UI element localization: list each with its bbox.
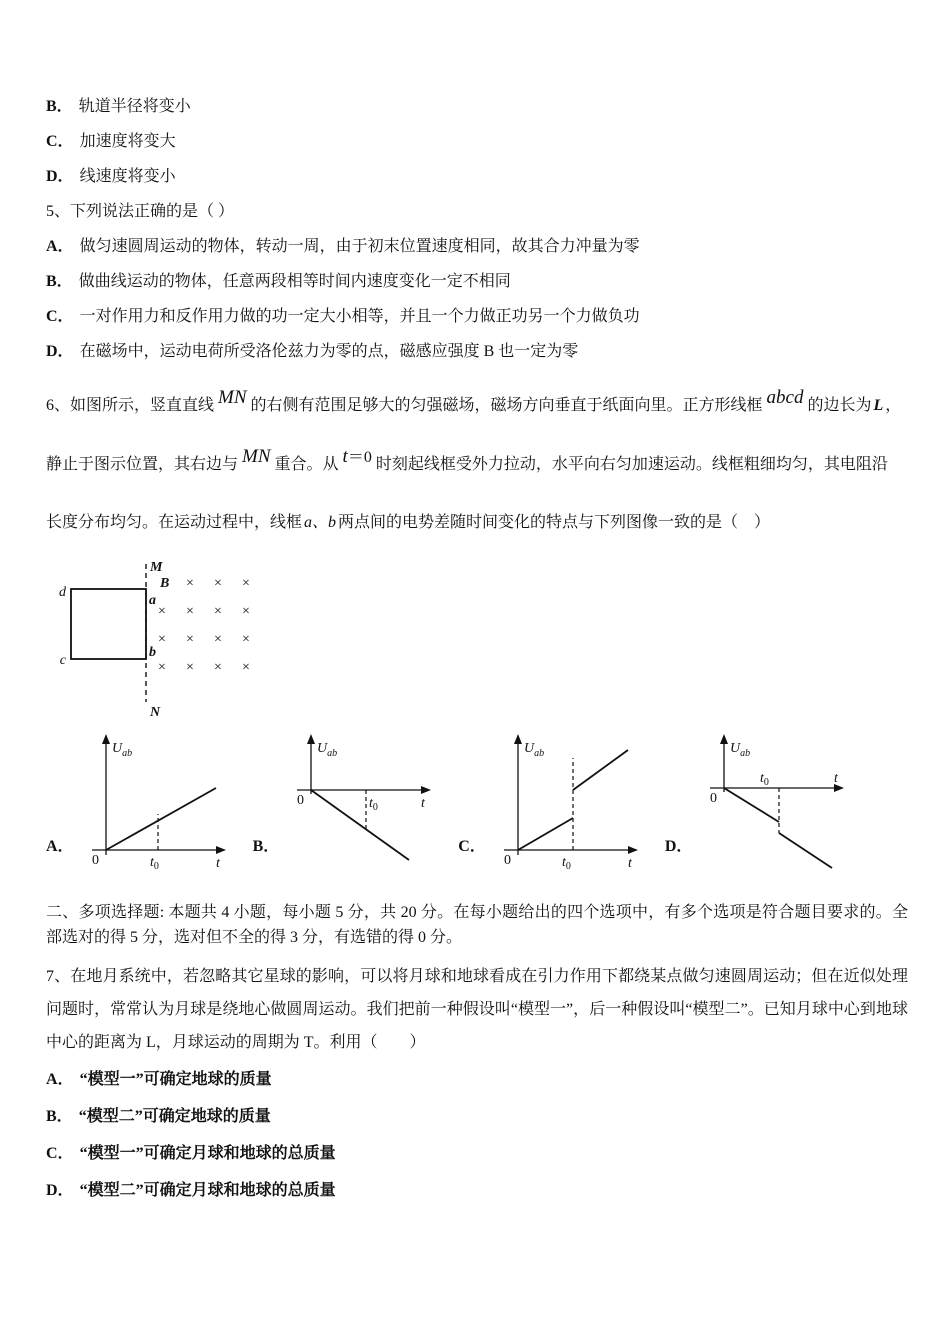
x-axis-label: t [215,856,220,871]
label-c: c [59,653,66,668]
origin-label: 0 [91,853,99,868]
cross-icon: × [214,576,222,591]
loop-field-diagram [46,554,326,719]
option-text: “模型二”可确定地球的质量 [78,1108,271,1125]
stem-text: 的边长为 [807,397,872,414]
uab-curve-seg1 [518,818,573,850]
q5-option-c [46,306,908,328]
option-text: 在磁场中，运动电荷所受洛伦兹力为零的点，磁感应强度 B 也一定为零 [79,343,579,360]
uab-curve [106,788,216,850]
q7-option-b [46,1106,908,1128]
y-axis-label: $U_{ab}$ [111,741,132,759]
option-text: 轨道半径将变小 [78,98,191,115]
q6-line3 [46,494,908,552]
stem-text: 长度分布均匀。在运动过程中，线框 [46,514,303,531]
option-text: 做匀速圆周运动的物体，转动一周，由于初末位置速度相同，故其合力冲量为零 [79,238,640,255]
graph-c-svg [488,730,653,890]
label-B: B [160,576,170,591]
cross-icon: × [158,632,166,647]
stem-text: ， [885,397,902,414]
t0-label: $t_0$ [760,771,770,788]
y-axis-label: $U_{ab}$ [730,741,751,759]
option-label: D． [46,168,74,185]
axis-arrow-up [307,734,315,744]
label-d: d [59,585,66,600]
cross-icon: × [242,576,250,591]
option-label: C． [46,1145,74,1162]
cross-icon: × [242,604,250,619]
stem-text: 6、如图所示，竖直直线 [46,397,215,414]
axis-arrow-up [102,734,110,744]
t0-label: $t_0$ [369,796,379,813]
q6-stem [46,376,908,552]
q6-line1 [46,376,908,435]
q4-option-b [46,96,908,118]
graph-letter: A． [46,838,74,855]
option-text: 做曲线运动的物体，任意两段相等时间内速度变化一定不相同 [78,273,511,290]
option-label: A． [46,238,74,255]
option-label: D． [46,1182,74,1199]
square-loop [71,589,146,659]
label-b: b [149,645,156,660]
option-text: 线速度将变小 [79,168,176,185]
q7-option-a [46,1069,908,1091]
cross-icon: × [158,604,166,619]
q7-option-d [46,1180,908,1202]
q5-option-a [46,236,908,258]
cross-icon: × [214,660,222,675]
y-axis-label: $U_{ab}$ [523,741,544,759]
stem-text: 的右侧有范围足够大的匀强磁场，磁场方向垂直于纸面向里。正方形线框 [250,397,763,414]
stem-text: 时刻起线框受外力拉动，水平向右匀加速运动。线框粗细均匀，其电阻沿 [375,456,888,473]
q5-option-d [46,341,908,363]
cross-icon: × [186,660,194,675]
stem-text: 静止于图示位置，其右边与 [46,456,239,473]
stem-text: 两点间的电势差随时间变化的特点与下列图像一致的是（ ） [338,514,771,531]
y-axis-label: $U_{ab}$ [317,741,338,759]
graph-option-b [253,730,447,890]
option-text: 加速度将变大 [79,133,176,150]
option-text: “模型一”可确定月球和地球的总质量 [79,1145,336,1162]
option-label: A． [46,1071,74,1088]
q7-option-c [46,1143,908,1165]
axis-arrow-right [628,846,638,854]
q5-option-b [46,271,908,293]
section2-header: 二、多项选择题: 本题共 4 小题，每小题 5 分，共 20 分。在每小题给出的四个选项中，有多个选项是符合题目要求的。全部选对的得 5 分，选对但不全的得 3 分，有选错的得 0 分。 [46,904,908,946]
q4-option-c [46,131,908,153]
graph-a-svg [76,730,241,890]
cross-icon: × [186,604,194,619]
graph-d-svg [694,730,859,890]
cross-icon: × [186,632,194,647]
origin-label: 0 [297,793,305,808]
graph-letter: C． [458,838,486,855]
cross-icon: × [242,660,250,675]
stem-text: 重合。从 [274,456,339,473]
x-axis-label: t [421,796,426,811]
origin-label: 0 [503,853,511,868]
option-text: 一对作用力和反作用力做的功一定大小相等，并且一个力做正功另一个力做负功 [79,308,640,325]
uab-curve-seg1 [724,788,779,822]
q5-stem: 5、下列说法正确的是（ ） [46,203,235,220]
label-M: M [150,560,163,575]
option-label: C． [46,133,74,150]
option-label: C． [46,308,74,325]
option-label: B． [46,273,73,290]
math-eq0: ＝0 [347,449,372,466]
q6-answer-graphs [46,730,908,890]
q6-figure [46,554,908,724]
math-MN: MN [242,446,271,467]
label-N: N [150,705,161,719]
option-label: D． [46,343,74,360]
axis-arrow-up [514,734,522,744]
uab-curve-seg2 [779,833,832,868]
option-label: B． [46,98,73,115]
graph-letter: B． [252,838,280,855]
uab-curve [311,790,409,860]
q6-line2 [46,435,908,494]
option-text: “模型二”可确定月球和地球的总质量 [79,1182,336,1199]
math-abcd: abcd [766,387,804,408]
option-label: B． [46,1108,73,1125]
q7-stem: 7、在地月系统中，若忽略其它星球的影响，可以将月球和地球看成在引力作用下都绕某点做匀速圆周运动；但在近似处理问题时，常常认为月球是绕地心做圆周运动。我们把前一种假设叫“模型一”，后一种假设叫“模型二”。已知月球中心到地球中心的距离为 L，月球运动的周期为 T。利用（ ） [46,968,908,1051]
t0-label: $t_0$ [561,855,571,872]
graph-option-d [665,730,860,890]
cross-icon: × [214,632,222,647]
cross-icon: × [158,660,166,675]
cross-icon: × [214,604,222,619]
cross-icon: × [186,576,194,591]
axis-arrow-right [421,786,431,794]
math-L: L [873,397,884,414]
cross-icon: × [242,632,250,647]
axis-arrow-up [720,734,728,744]
graph-letter: D． [664,838,693,855]
origin-label: 0 [710,791,718,806]
math-MN: MN [218,387,247,408]
math-ab: a、b [304,514,337,531]
t0-label: $t_0$ [149,855,159,872]
q4-option-d [46,166,908,188]
math-t0 [339,446,376,467]
x-axis-label: t [627,856,632,871]
option-text: “模型一”可确定地球的质量 [79,1071,272,1088]
x-axis-label: t [834,771,839,786]
math-t: t [342,446,348,467]
uab-curve-seg2 [573,750,628,790]
graph-option-c [458,730,653,890]
graph-option-a [46,730,241,890]
label-a: a [149,593,156,608]
axis-arrow-right [216,846,226,854]
graph-b-svg [281,730,446,890]
